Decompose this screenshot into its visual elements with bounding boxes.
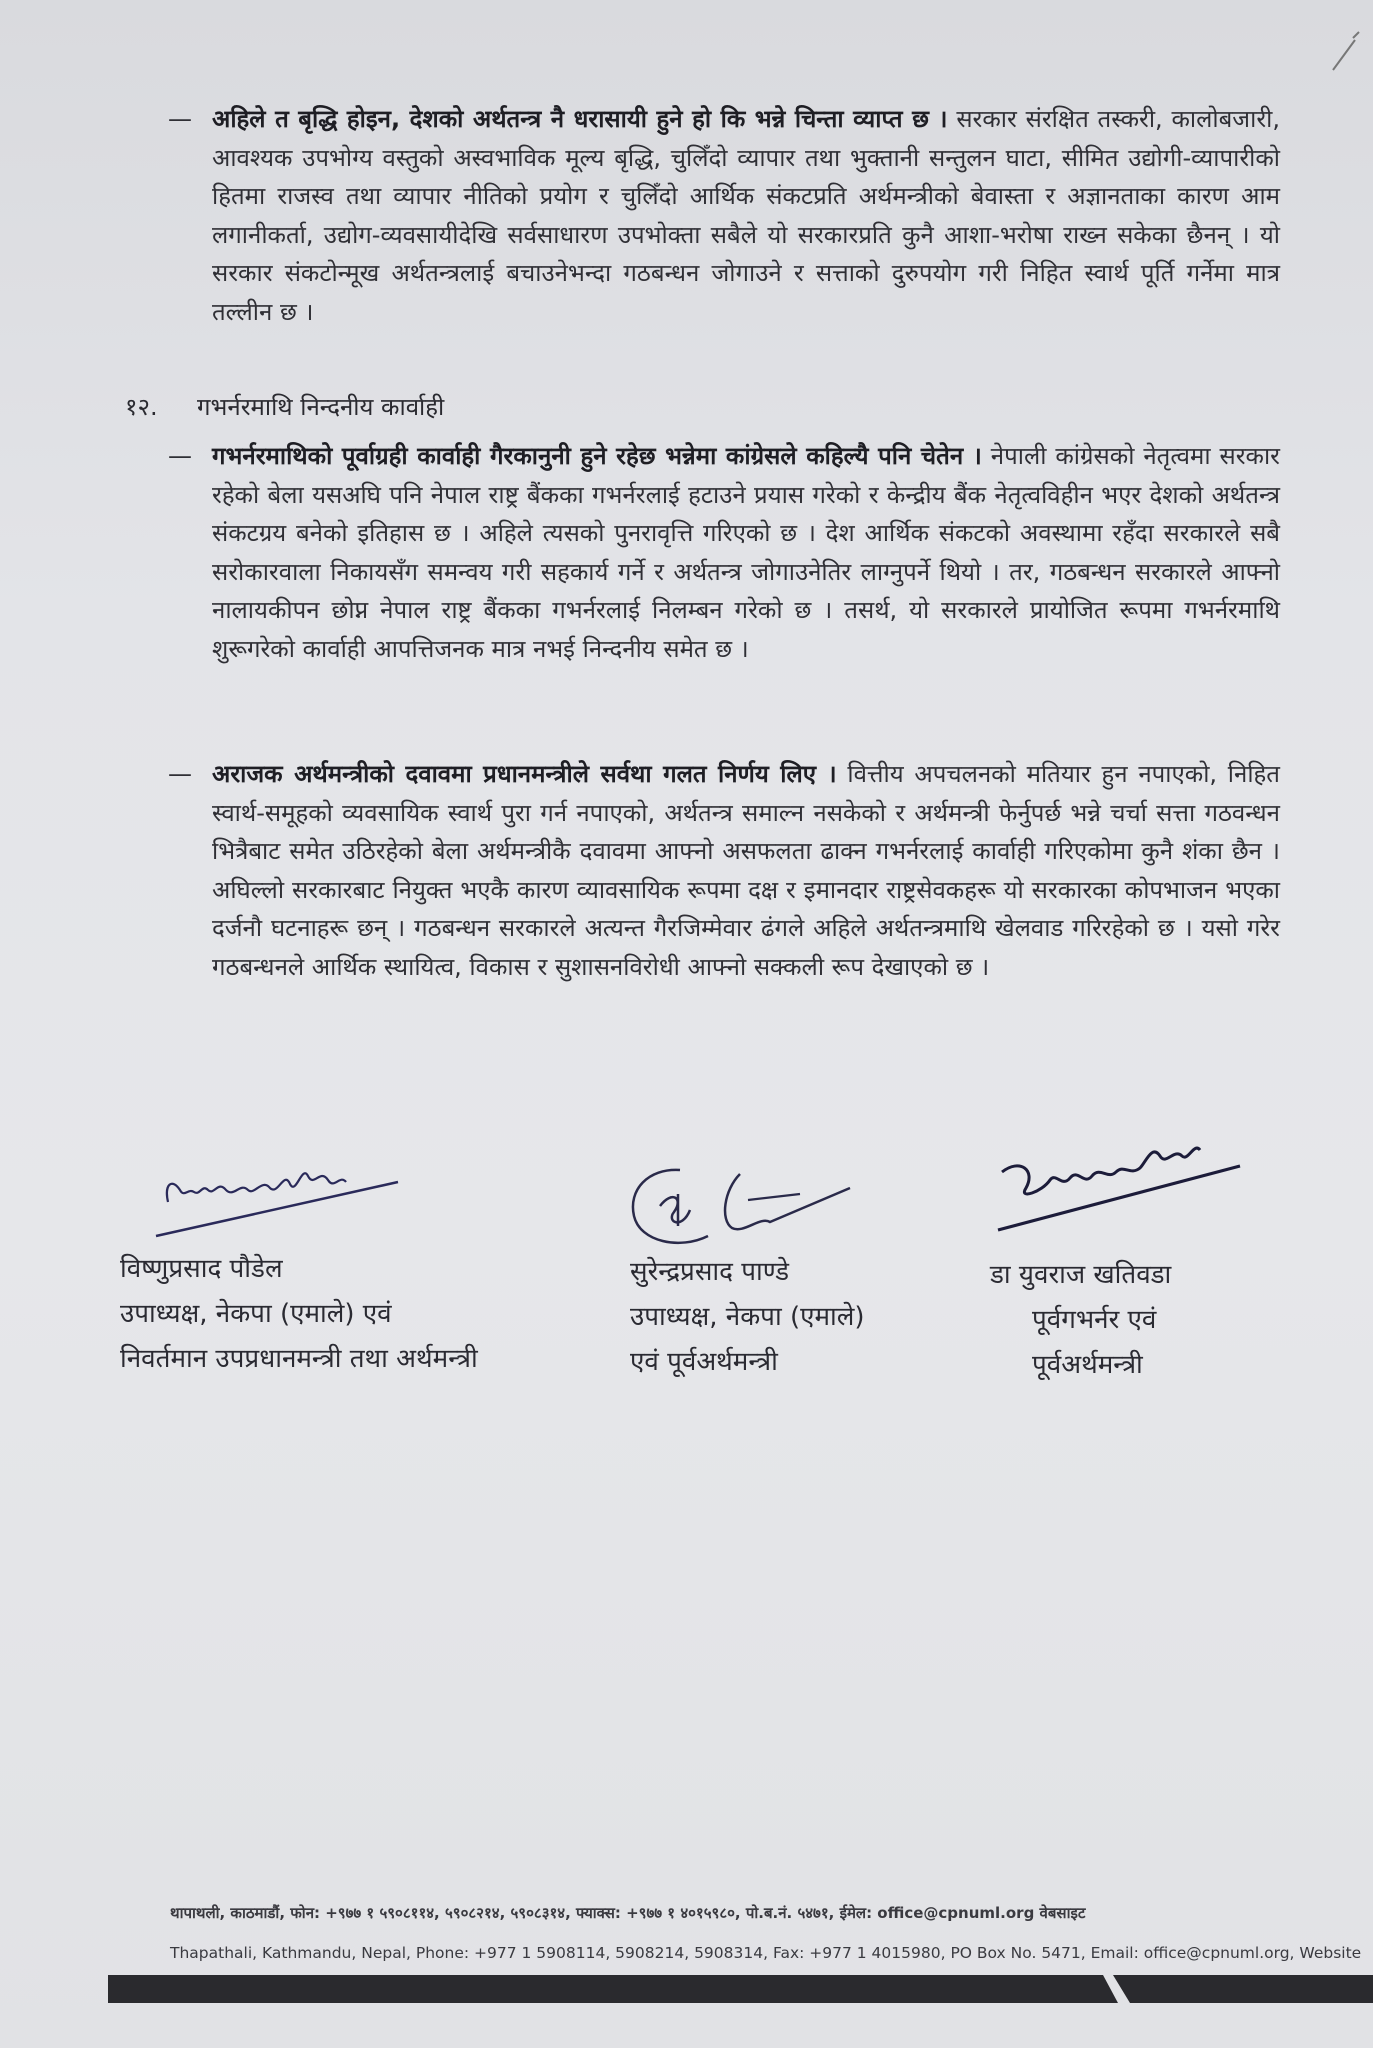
signatory-2 (630, 1250, 865, 1385)
pen-mark (1325, 30, 1365, 80)
section-title: गभर्नरमाथि निन्दनीय कार्वाही (197, 393, 445, 421)
signature-3 (990, 1130, 1250, 1250)
footer-address-english: Thapathali, Kathmandu, Nepal, Phone: +977 1 5908114, 5908214, 5908314, Fax: +977 1 4015980, PO Box No. 5471, Email: office@cpnuml.org, Website (170, 1944, 1362, 1962)
bullet-paragraph (212, 755, 1280, 986)
bullet-governor-action (170, 437, 1280, 668)
bullet-lead: अराजक अर्थमन्त्रीको दवावमा प्रधानमन्त्रीले सर्वथा गलत निर्णय लिए । (212, 760, 837, 788)
bullet-paragraph (212, 437, 1280, 668)
bullet-text: नेपाली कांग्रेसको नेतृत्वमा सरकार रहेको बेला यसअघि पनि नेपाल राष्ट्र बैंकका गभर्नरलाई हटाउने प्रयास गरेको र केन्द्रीय बैंक नेतृत्वविहीन भएर देशको अर्थतन्त्र संकटग्रय बनेको इतिहास छ । अहिले त्यसको पुनरावृत्ति गरिएको छ । देश आर्थिक संकटको अवस्थामा रहँदा सरकारले सबै सरोकारवाला निकायसँग समन्वय गरी सहकार्य गर्ने र अर्थतन्त्र जोगाउनेतिर लाग्नुपर्ने थियो । तर, गठबन्धन सरकारले आफ्नो नालायकीपन छोप्न नेपाल राष्ट्र बैंकका गभर्नरलाई निलम्बन गरेको छ । तसर्थ, यो सरकारले प्रायोजित रूपमा गभर्नरमाथि शुरूगरेको कार्वाही आपत्तिजनक मात्र नभई निन्दनीय समेत छ । (212, 442, 1280, 663)
bullet-text: सरकार संरक्षित तस्करी, कालोबजारी, आवश्यक उपभोग्य वस्तुको अस्वभाविक मूल्य बृद्धि, चुलिँदो व्यापार तथा भुक्तानी सन्तुलन घाटा, सीमित उद्योगी-व्यापारीको हितमा राजस्व तथा व्यापार नीतिको प्रयोग र चुलिँदो आर्थिक संकटप्रति अर्थमन्त्रीको बेवास्ता र अज्ञानताका कारण आम लगानीकर्ता, उद्योग-व्यवसायीदेखि सर्वसाधारण उपभोक्ता सबैले यो सरकारप्रति कुनै आशा-भरोषा राख्न सकेका छैनन् । यो सरकार संकटोन्मूख अर्थतन्त्रलाई बचाउनेभन्दा गठबन्धन जोगाउने र सत्ताको दुरुपयोग गरी निहित स्वार्थ पूर्ति गर्नेमा मात्र तल्लीन छ । (212, 105, 1280, 326)
bullet-lead: अहिले त बृद्धि होइन, देशको अर्थतन्त्र नै धरासायी हुने हो कि भन्ने चिन्ता व्याप्त छ । (212, 105, 948, 133)
footer-bar (108, 1975, 1373, 2003)
signature-1 (150, 1140, 410, 1240)
signatory-title: पूर्वअर्थमन्त्री (1032, 1350, 1143, 1380)
bullet-paragraph (212, 100, 1280, 331)
section-number: १२. (125, 393, 158, 421)
bullet-text: वित्तीय अपचलनको मतियार हुन नपाएको, निहित स्वार्थ-समूहको व्यवसायिक स्वार्थ पुरा गर्न नपाएको, अर्थतन्त्र समाल्न नसकेको र अर्थमन्त्री फेर्नुपर्छ भन्ने चर्चा सत्ता गठवन्धन भित्रैबाट समेत उठिरहेको बेला अर्थमन्त्रीकै दवावमा आफ्नो असफलता ढाक्न गभर्नरलाई कार्वाही गरिएकोमा कुनै शंका छैन । अघिल्लो सरकारबाट नियुक्त भएकै कारण व्यावसायिक रूपमा दक्ष र इमानदार राष्ट्रसेवकहरू यो सरकारका कोपभाजन भएका दर्जनौ घटनाहरू छन् । गठबन्धन सरकारले अत्यन्त गैरजिम्मेवार ढंगले अहिले अर्थतन्त्रमाथि खेलवाड गरिरहेको छ । यसो गरेर गठबन्धनले आर्थिक स्थायित्व, विकास र सुशासनविरोधी आफ्नो सक्कली रूप देखाएको छ । (212, 760, 1280, 981)
signatory-title: उपाध्यक्ष, नेकपा (एमाले) एवं (120, 1299, 392, 1329)
bullet-dash: — (168, 442, 192, 470)
signatory-title: उपाध्यक्ष, नेकपा (एमाले) (630, 1302, 865, 1332)
bullet-lead: गभर्नरमाथिको पूर्वाग्रही कार्वाही गैरकानुनी हुने रहेछ भन्नेमा कांग्रेसले कहिल्यै पनि चेतेन । (212, 442, 982, 470)
signatory-title: निवर्तमान उपप्रधानमन्त्री तथा अर्थमन्त्री (120, 1344, 478, 1374)
signatory-title: एवं पूर्वअर्थमन्त्री (630, 1347, 778, 1377)
signatory-title: पूर्वगभर्नर एवं (1032, 1305, 1157, 1335)
signatory-1 (120, 1247, 478, 1382)
section-heading (125, 390, 444, 423)
bullet-finance-minister-pressure (170, 755, 1280, 986)
bullet-dash: — (168, 105, 192, 133)
signatory-name: विष्णुप्रसाद पौडेल (120, 1254, 283, 1284)
bullet-economy-collapse (170, 100, 1280, 331)
bullet-dash: — (168, 760, 192, 788)
footer-address-nepali: थापाथली, काठमाडौं, फोन: +९७७ १ ५९०८११४, ५९०८२१४, ५९०८३१४, फ्याक्स: +९७७ १ ४०१५९८०, पो.ब.नं. ५४७१, ईमेल: office@cpnuml.org वेबसाइट (170, 1904, 1086, 1922)
signatory-3 (990, 1253, 1171, 1388)
signature-2 (620, 1150, 860, 1260)
signatory-name: डा युवराज खतिवडा (990, 1260, 1172, 1290)
signatory-name: सुरेन्द्रप्रसाद पाण्डे (630, 1257, 789, 1287)
